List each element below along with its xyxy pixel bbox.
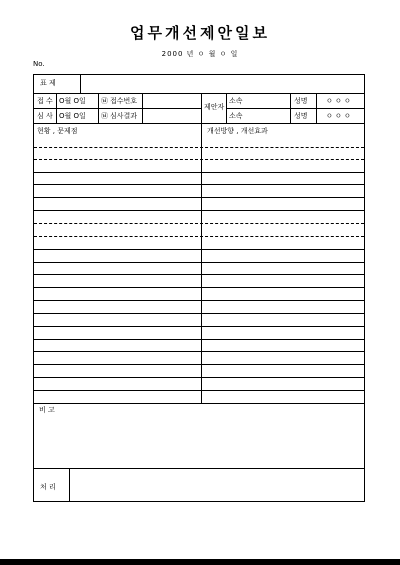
processing-label: 처 리 [40, 483, 56, 491]
row-line [34, 326, 364, 327]
row-line [34, 364, 364, 365]
proposer-affiliation-label: 소속 [229, 97, 243, 105]
row-line [34, 172, 364, 173]
row-line [34, 262, 364, 263]
subject-label: 표 제 [40, 79, 56, 87]
review-stamp: ㉥ [101, 112, 108, 120]
document-date: 2000 년 ㅇ 월 ㅇ 일 [161, 50, 239, 58]
remarks-label: 비 고 [39, 406, 55, 414]
row-line [34, 313, 364, 314]
dashed-line [34, 147, 364, 148]
col-line [201, 93, 202, 123]
subject-divider [80, 75, 81, 93]
receipt-stamp: ㉥ [101, 97, 108, 105]
receipt-label: 접 수 [37, 97, 53, 105]
row-line [34, 197, 364, 198]
proposer-label: 제안자 [204, 103, 225, 111]
row-line [34, 287, 364, 288]
dashed-line [34, 159, 364, 160]
proposal-form [33, 74, 365, 502]
processing-divider [69, 468, 70, 502]
row-line [34, 390, 364, 391]
document-number-label: No. [33, 60, 45, 68]
row-line [34, 123, 364, 124]
row-line [34, 93, 364, 94]
improvement-label: 개선방향 , 개선효과 [207, 127, 268, 135]
document-title: 업무개선제안일보 [130, 24, 270, 42]
current-issues-label: 현황 , 문제점 [37, 127, 78, 135]
receipt-date: O월 O일 [59, 97, 86, 105]
proposer-name-value: ㅇ ㅇ ㅇ [326, 97, 351, 105]
row-line [34, 108, 201, 109]
row-line [34, 403, 364, 404]
dashed-line [34, 236, 364, 237]
review-label: 심 사 [37, 112, 53, 120]
dashed-line [34, 223, 364, 224]
row-line [34, 249, 364, 250]
center-divider [201, 123, 202, 403]
row-line [34, 339, 364, 340]
bottom-border [0, 559, 400, 565]
row-line [34, 184, 364, 185]
review-date: O월 O일 [59, 112, 86, 120]
review-result-label: 심사결과 [110, 112, 138, 120]
row-line [34, 300, 364, 301]
row-line [34, 468, 364, 469]
proposer-name-label-2: 성명 [294, 112, 308, 120]
proposer-affiliation-label-2: 소속 [229, 112, 243, 120]
row-line [226, 108, 364, 109]
proposer-name-value-2: ㅇ ㅇ ㅇ [326, 112, 351, 120]
row-line [34, 377, 364, 378]
row-line [34, 274, 364, 275]
receipt-number-label: 접수번호 [110, 97, 138, 105]
proposer-name-label: 성명 [294, 97, 308, 105]
row-line [34, 351, 364, 352]
row-line [34, 210, 364, 211]
